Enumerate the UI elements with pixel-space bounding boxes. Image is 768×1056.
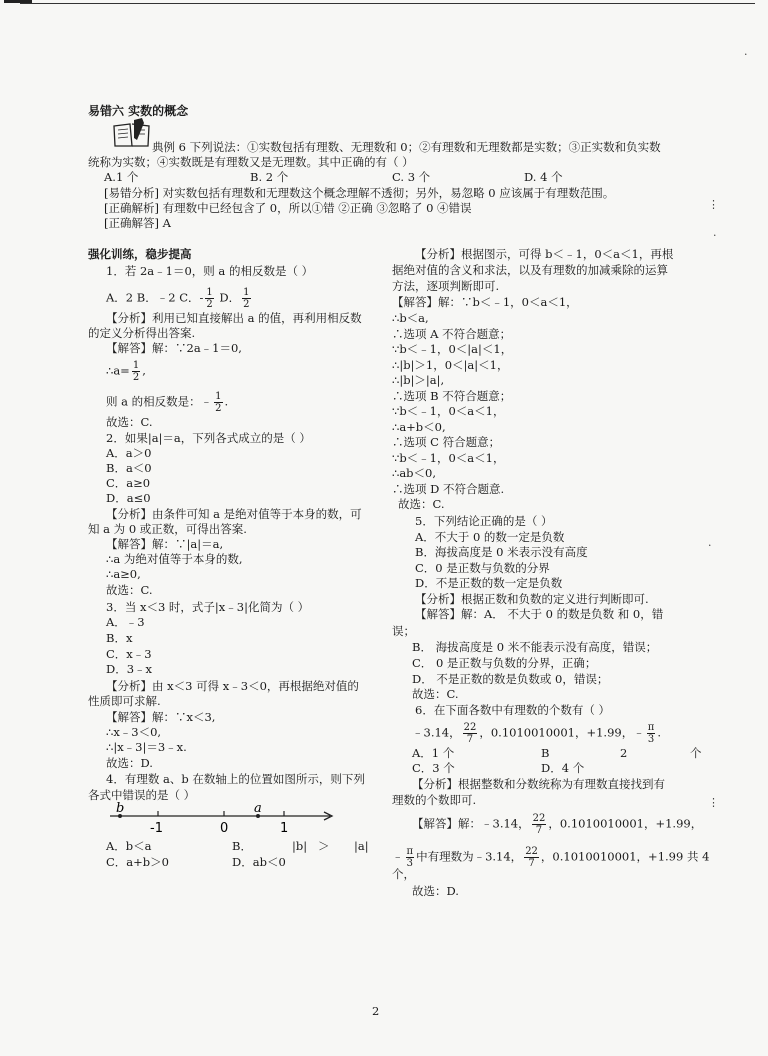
q4-solution-5: ∴|b|＞1，0＜|a|＜1， [392, 358, 509, 372]
q4-option-c: C．a+b＞0 [106, 855, 169, 869]
q6-option-d: D．4 个 [541, 761, 585, 775]
denominator: 7 [466, 734, 474, 745]
book-icon [112, 118, 152, 150]
q4-option-b-left: |b| [292, 839, 308, 853]
example-option-c: C. 3 个 [392, 170, 431, 184]
q4-analysis-1: 【分析】根据图示，可得 b＜﹣1，0＜a＜1，再根 [415, 247, 674, 261]
denominator: 2 [215, 403, 222, 414]
q6-option-c: C．3 个 [412, 761, 455, 775]
q6-option-a: A．1 个 [412, 746, 455, 760]
q1-stem: 1．若 2a﹣1＝0，则 a 的相反数是（ ） [106, 264, 314, 278]
q3-option-d: D．3﹣x [106, 662, 153, 676]
q5-option-a: A．不大于 0 的数一定是负数 [415, 530, 565, 544]
fraction [242, 287, 250, 310]
scan-top-border [20, 3, 755, 4]
q2-analysis-2: 知 a 为 0 或正数，可得出答案. [88, 522, 247, 536]
denominator: 3 [406, 858, 413, 869]
denominator: 7 [528, 858, 535, 869]
q4-solution-10: ∴选项 C 符合题意； [392, 435, 501, 449]
q4-stem-2: 各式中错误的是（ ） [88, 788, 196, 802]
text: ，0.1010010001，+1.99 共 4 [540, 849, 710, 864]
q5-option-c: C．0 是正数与负数的分界 [415, 561, 550, 575]
fraction [524, 846, 539, 869]
q2-option-d: D．a≤0 [106, 491, 151, 505]
q6-option-b-label: B [541, 746, 550, 760]
q2-option-a: A．a＞0 [106, 446, 152, 460]
training-heading: 强化训练，稳步提高 [88, 247, 192, 261]
q4-solution-2: ∴b＜a, [392, 311, 429, 325]
numerator: 1 [215, 391, 222, 402]
q6-option-b-unit: 个 [690, 746, 702, 760]
q2-stem: 2．如果|a|＝a，下列各式成立的是（ ） [106, 431, 311, 445]
q5-solution-3: B． 海拔高度是 0 米不能表示没有高度，错误； [412, 640, 658, 654]
q1-analysis-2: 的定义分析得出答案. [88, 326, 196, 340]
q3-choice: 故选：D. [106, 756, 153, 770]
numerator: π [647, 722, 655, 733]
numerator: 1 [132, 360, 140, 371]
q6-solution-3: 个， [392, 867, 415, 881]
section-title: 易错六 实数的概念 [88, 104, 189, 118]
q1-analysis-1: 【分析】利用已知直接解出 a 的值，再利用相反数 [106, 311, 362, 325]
text: 则 a 的相反数是：﹣ [106, 394, 213, 409]
q5-solution-5: D． 不是正数的数是负数或 0，错误； [412, 672, 609, 686]
q5-analysis: 【分析】根据正数和负数的定义进行判断即可. [415, 592, 649, 606]
q5-option-b: B．海拔高度是 0 米表示没有高度 [415, 545, 588, 559]
q4-solution-7: ∴选项 B 不符合题意； [392, 389, 512, 403]
text: ∴a= [106, 363, 130, 378]
q3-solution-1: 【解答】解：∵x＜3, [106, 710, 216, 724]
q2-solution-2: ∴a 为绝对值等于本身的数, [106, 552, 243, 566]
page-number: 2 [372, 1004, 380, 1018]
q1-solution-2 [106, 360, 146, 383]
error-analysis: [易错分析] 对实数包括有理数和无理数这个概念理解不透彻；另外，易忽略 0 应该属于有理数范围。 [104, 186, 615, 200]
q5-solution-1: 【解答】解：A． 不大于 0 的数是负数 和 0，错 [415, 607, 664, 621]
q6-analysis-1: 【分析】根据整数和分数统称为有理数直接找到有 [412, 777, 665, 791]
denominator: 2 [243, 299, 250, 310]
numerator: 22 [525, 846, 538, 857]
q3-solution-2: ∴x﹣3＜0, [106, 725, 162, 739]
example-option-a: A.1 个 [104, 170, 139, 184]
example-option-b: B. 2 个 [250, 170, 289, 184]
q4-solution-3: ∴选项 A 不符合题意； [392, 327, 512, 341]
q1-solution-3 [106, 391, 228, 414]
q6-choice: 故选：D. [412, 884, 459, 898]
q4-solution-12: ∴ab＜0, [392, 466, 437, 480]
q6-solution-1 [412, 813, 702, 836]
label-b: b [116, 802, 125, 816]
q4-choice: 故选：C. [398, 497, 445, 511]
q3-analysis-2: 性质即可求解. [88, 694, 161, 708]
text: ，0.1010010001，+1.99， [548, 816, 703, 831]
q4-option-d: D．ab＜0 [232, 855, 286, 869]
numerator: 1 [206, 287, 213, 298]
scan-mark: · [744, 48, 748, 61]
q2-solution-3: ∴a≥0, [106, 567, 141, 581]
q5-solution-4: C． 0 是正数与负数的分界，正确； [412, 656, 597, 670]
q1-options-text: A．2 B．﹣2 C．- [106, 290, 204, 305]
q2-solution-1: 【解答】解：∵|a|＝a, [106, 537, 224, 551]
q2-analysis-1: 【分析】由条件可知 a 是绝对值等于本身的数，可 [106, 507, 362, 521]
label-a: a [254, 802, 262, 816]
numerator: 22 [532, 813, 546, 824]
q3-solution-3: ∴|x﹣3|＝3﹣x. [106, 740, 187, 754]
q1-options [106, 287, 253, 310]
q3-option-b: B．x [106, 631, 133, 645]
q1-options-text: D． [215, 290, 241, 305]
q3-option-a: A．﹣3 [106, 615, 145, 629]
fraction [205, 287, 213, 310]
denominator: 7 [535, 825, 543, 836]
example-line-2: 统称为实数；④实数既是有理数又是无理数。其中正确的有（ ） [88, 155, 414, 169]
q4-solution-8: ∵b＜﹣1，0＜a＜1， [392, 404, 505, 418]
q4-solution-1: 【解答】解：∵b＜﹣1，0＜a＜1， [392, 295, 578, 309]
q3-analysis-1: 【分析】由 x＜3 可得 x﹣3＜0，再根据绝对值的 [106, 679, 359, 693]
scan-mark: ⋮ [708, 198, 719, 211]
q6-solution-2 [392, 846, 709, 869]
q4-solution-6: ∴|b|＞|a|, [392, 373, 445, 387]
tick-label-neg1: -1 [150, 821, 163, 836]
q2-option-c: C．a≥0 [106, 476, 151, 490]
q6-option-b-value: 2 [620, 746, 628, 760]
correct-analysis: [正确解析] 有理数中已经包含了 0，所以①错 ②正确 ③忽略了 0 ④错误 [104, 201, 472, 215]
q4-option-b-op: ＞ [318, 839, 330, 853]
text: 中有理数为﹣3.14， [416, 849, 523, 864]
q4-solution-9: ∴a+b＜0, [392, 420, 446, 434]
q6-numbers [412, 722, 661, 745]
denominator: 3 [647, 734, 655, 745]
q5-option-d: D．不是正数的数一定是负数 [415, 576, 563, 590]
denominator: 2 [206, 299, 213, 310]
q2-option-b: B．a＜0 [106, 461, 152, 475]
q3-option-c: C．x﹣3 [106, 647, 152, 661]
numerator: 1 [243, 287, 250, 298]
q4-solution-11: ∵b＜﹣1，0＜a＜1， [392, 451, 505, 465]
q4-stem-1: 4．有理数 a、b 在数轴上的位置如图所示，则下列 [106, 772, 365, 786]
numerator: 22 [463, 722, 477, 733]
q3-stem: 3．当 x＜3 时，式子|x﹣3|化简为（ ） [106, 600, 310, 614]
q4-analysis-2: 据绝对值的含义和求法，以及有理数的加减乘除的运算 [392, 263, 668, 277]
text: 【解答】解：﹣3.14， [412, 816, 530, 831]
fraction [647, 722, 656, 745]
q4-analysis-3: 方法，逐项判断即可. [392, 279, 500, 293]
scan-mark: · [708, 539, 712, 552]
example-line-1: 典例 6 下列说法：①实数包括有理数、无理数和 0；②有理数和无理数都是实数；③正实数和负实数 [152, 140, 661, 154]
q4-option-b-label: B． [232, 839, 252, 853]
q4-solution-13: ∴选项 D 不符合题意. [392, 482, 505, 496]
q1-solution-1: 【解答】解：∵2a﹣1＝0, [106, 341, 242, 355]
q4-solution-4: ∵b＜﹣1，0＜|a|＜1， [392, 342, 513, 356]
text: ﹣ [392, 849, 404, 864]
numerator: π [406, 846, 414, 857]
tick-label-1: 1 [280, 821, 289, 836]
fraction [214, 391, 222, 414]
scan-mark: ⋮ [708, 796, 719, 809]
text: , [142, 363, 146, 378]
q5-solution-2: 误； [392, 624, 415, 638]
fraction [463, 722, 478, 745]
q1-choice: 故选：C. [106, 415, 153, 429]
q5-choice: 故选：C. [412, 687, 459, 701]
q4-option-b-right: |a| [354, 839, 369, 853]
q4-option-a: A．b＜a [106, 839, 152, 853]
q6-stem: 6．在下面各数中有理数的个数有（ ） [415, 703, 610, 717]
scan-mark: · [713, 229, 717, 242]
text: . [224, 394, 229, 409]
fraction [406, 846, 415, 869]
correct-answer: [正确解答] A [104, 216, 171, 230]
text: ﹣3.14， [412, 725, 461, 740]
fraction [132, 360, 140, 383]
example-option-d: D. 4 个 [524, 170, 563, 184]
text: ，0.1010010001，+1.99，﹣ [479, 725, 645, 740]
q5-stem: 5．下列结论正确的是（ ） [415, 514, 553, 528]
text: . [657, 725, 661, 740]
denominator: 2 [132, 372, 140, 383]
fraction [532, 813, 547, 836]
q2-choice: 故选：C. [106, 583, 153, 597]
number-line [106, 802, 336, 836]
q6-analysis-2: 理数的个数即可. [392, 793, 477, 807]
tick-label-0: 0 [220, 821, 229, 836]
